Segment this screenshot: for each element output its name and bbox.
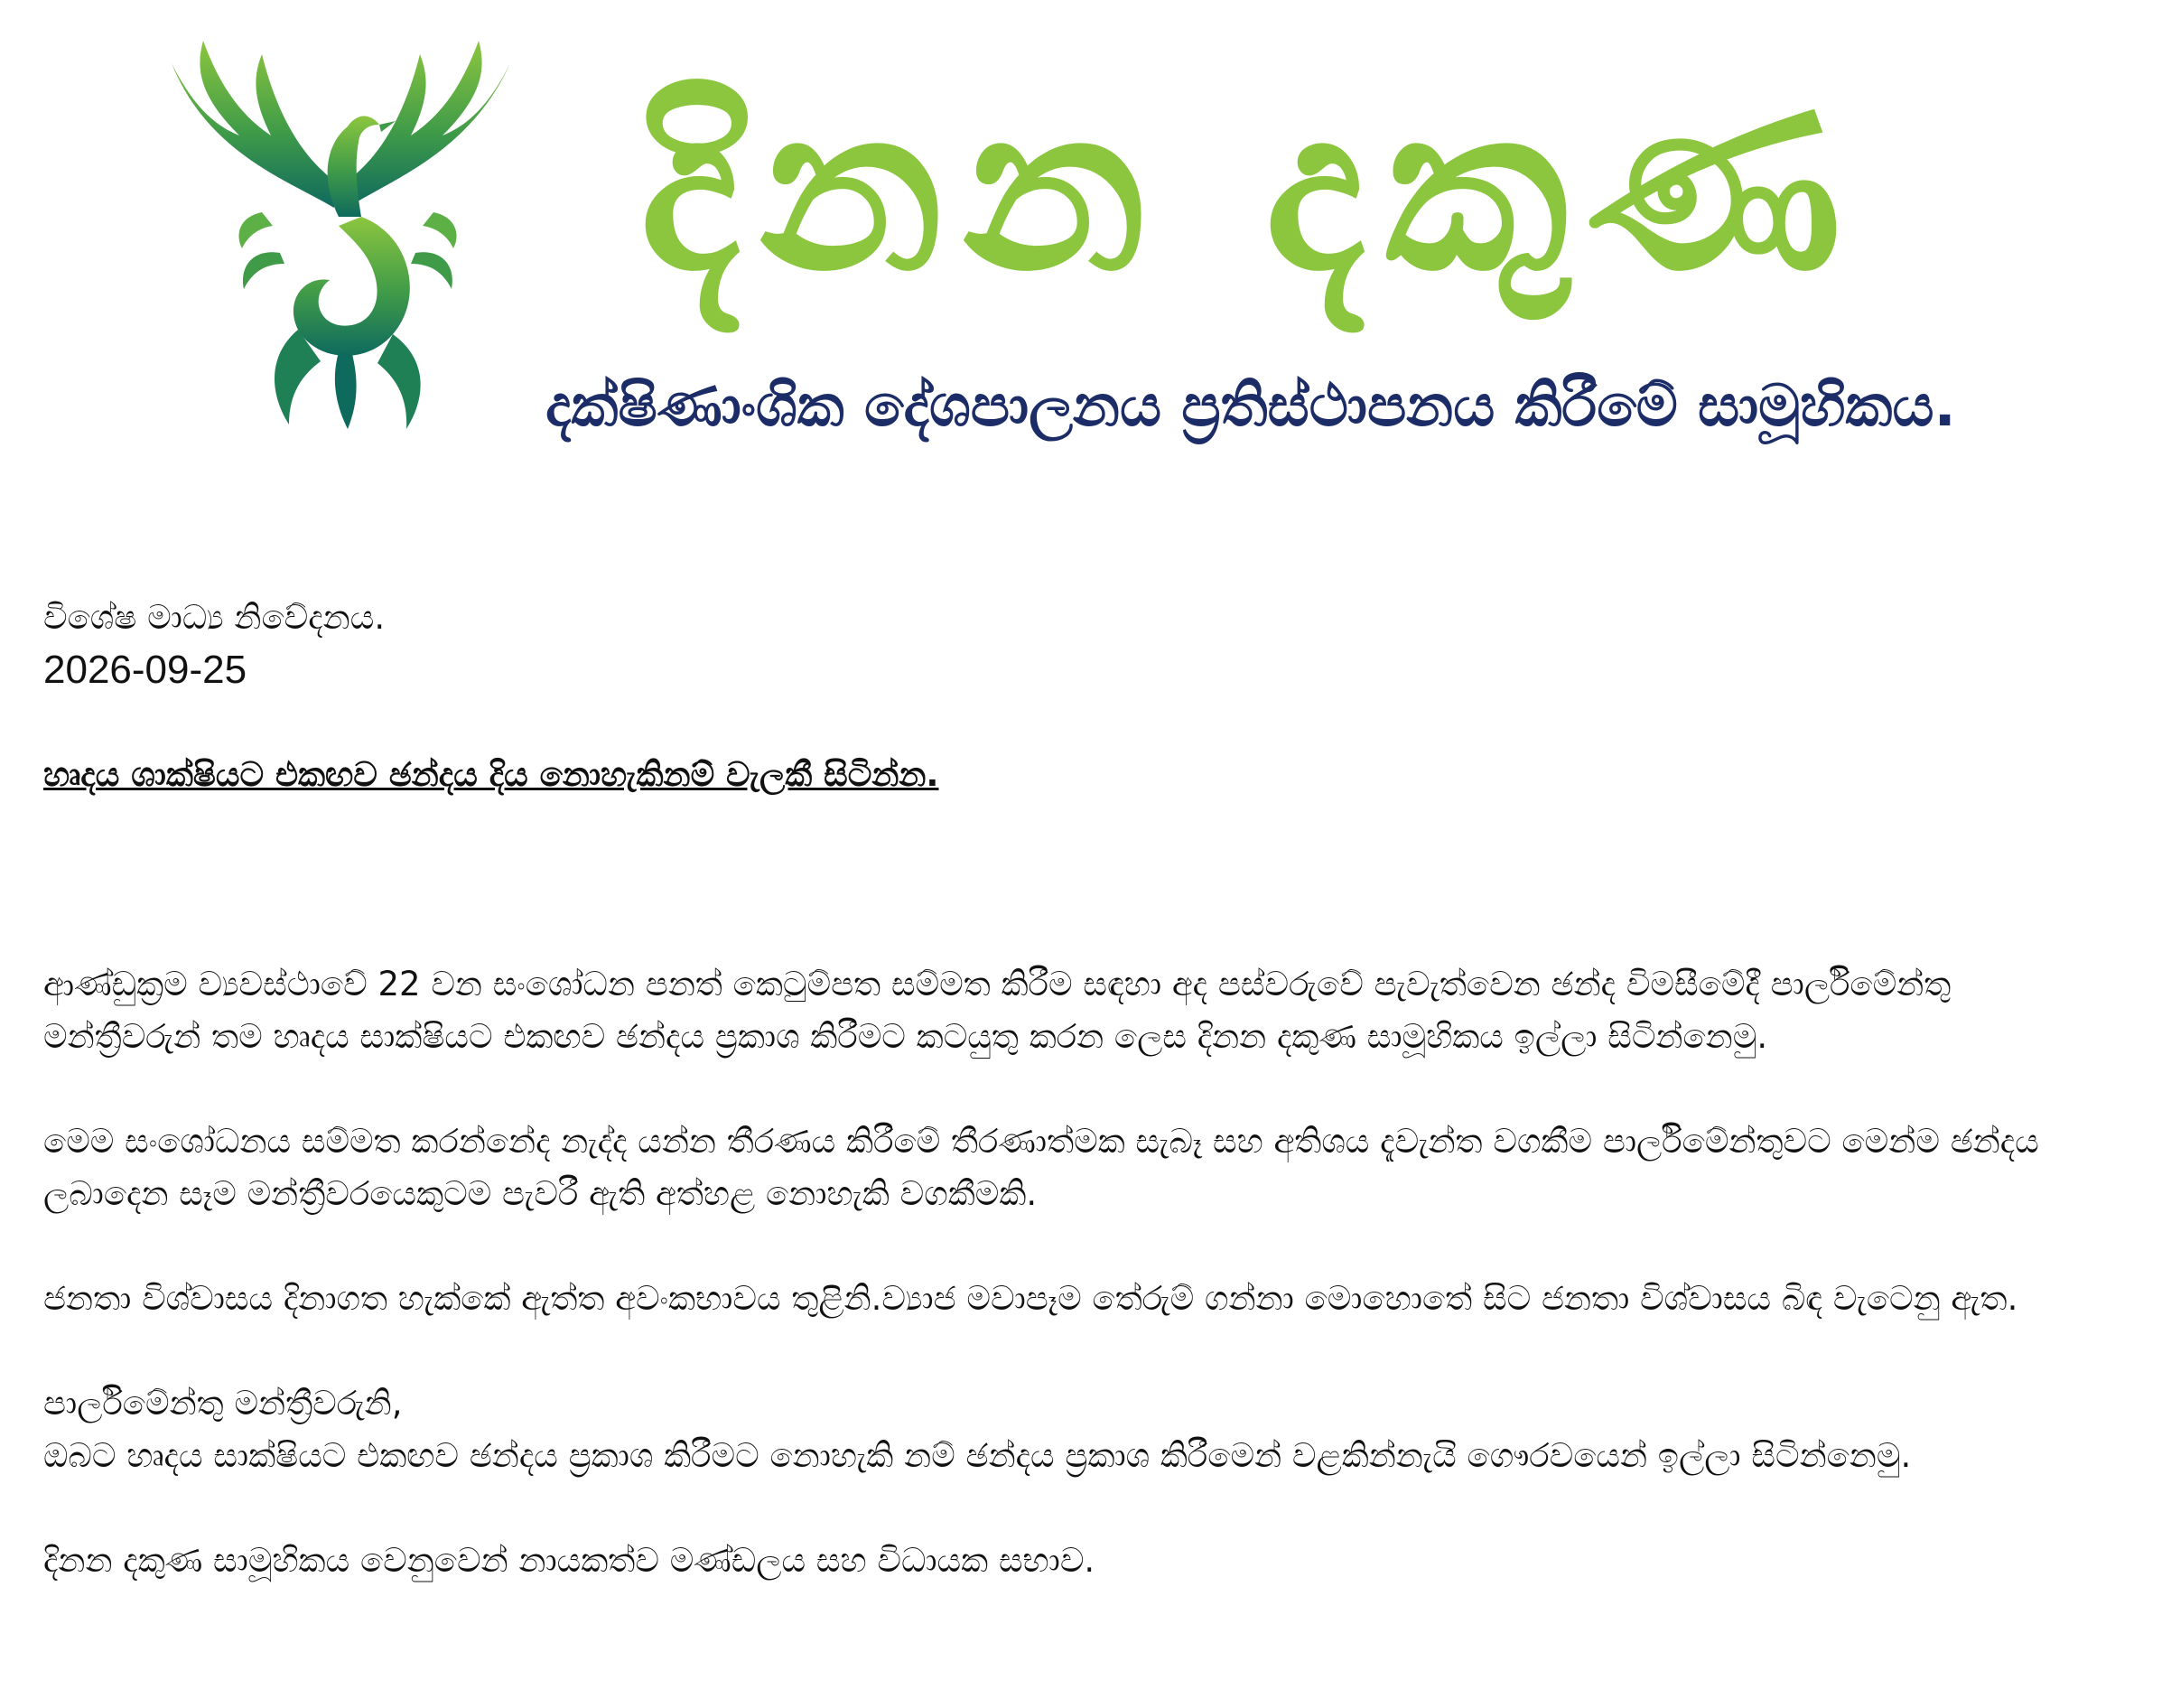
letterhead bbox=[154, 27, 1978, 452]
paragraph-2: මෙම සංශෝධනය සම්මත කරන්නේද නැද්ද යන්න තීරණය කිරීමේ තීරණාත්මක සැබෑ සහ අතිශය දැවැන්ත වගකීම පාර්ලිමේන්තුවට මෙන්ම ඡන්දය ලබාදෙන සෑම මන්ත්‍රීවරයෙකුටම පැවරී ඇති අත්හළ නොහැකි වගකීමකි. bbox=[43, 1122, 2039, 1213]
document-date: 2026-09-25 bbox=[43, 648, 247, 692]
paragraph-3: ජනතා විශ්වාසය දිනාගත හැක්කේ ඇත්ත අවංකභාවය තුළිනි.ව්‍යාජ මවාපෑම තේරුම් ගන්නා මොහොතේ සිට ජනතා විශ්වාසය බිඳ වැටෙනු ඇත. bbox=[43, 1279, 2018, 1318]
document-type-label: විශේෂ මාධ්‍ය නිවේදනය. bbox=[43, 598, 386, 637]
brand-name: දිනන දකුණ bbox=[639, 58, 1862, 321]
press-release bbox=[43, 592, 2111, 1587]
paragraph-1: ආණ්ඩුක්‍රම ව්‍යවස්ථාවේ 22 වන සංශෝධන පනත් කෙටුම්පත සම්මත කිරීම සඳහා අද පස්වරුවේ පැවැත්වෙන ඡන්ද විමසීමේදී පාර්ලිමේන්තු මන්ත්‍රීවරුන් තම හෘදය සාක්ෂියට එකඟව ඡන්දය ප්‍රකාශ කිරීමට කටයුතු කරන ලෙස දිනන දකුණ සාමූහිකය ඉල්ලා සිටින්නෙමු. bbox=[43, 965, 1952, 1056]
signature-line: දිනන දකුණ සාමූහිකය වෙනුවෙන් නායකත්ව මණ්ඩලය සහ විධායක සභාව. bbox=[43, 1541, 1095, 1580]
phoenix-icon bbox=[154, 27, 524, 434]
document-headline: හෘදය ශාක්ෂියට එකඟව ඡන්දය දිය නොහැකිනම් වැලකී සිටින්න. bbox=[43, 755, 939, 794]
brand-tagline: දක්ෂිණාංශික දේශපාලනය ප්‍රතිස්ථාපනය කිරීමේ සාමූහිකය. bbox=[545, 373, 1956, 440]
paragraph-4: පාර්ලිමේන්තු මන්ත්‍රීවරුනි, ඔබට හෘදය සාක්ෂියට එකඟව ඡන්දය ප්‍රකාශ කිරීමට නොහැකි නම් ඡන්දය ප්‍රකාශ කිරීමෙන් වළකින්නැයි ගෞරවයෙන් ඉල්ලා සිටින්නෙමු. bbox=[43, 1384, 1912, 1475]
